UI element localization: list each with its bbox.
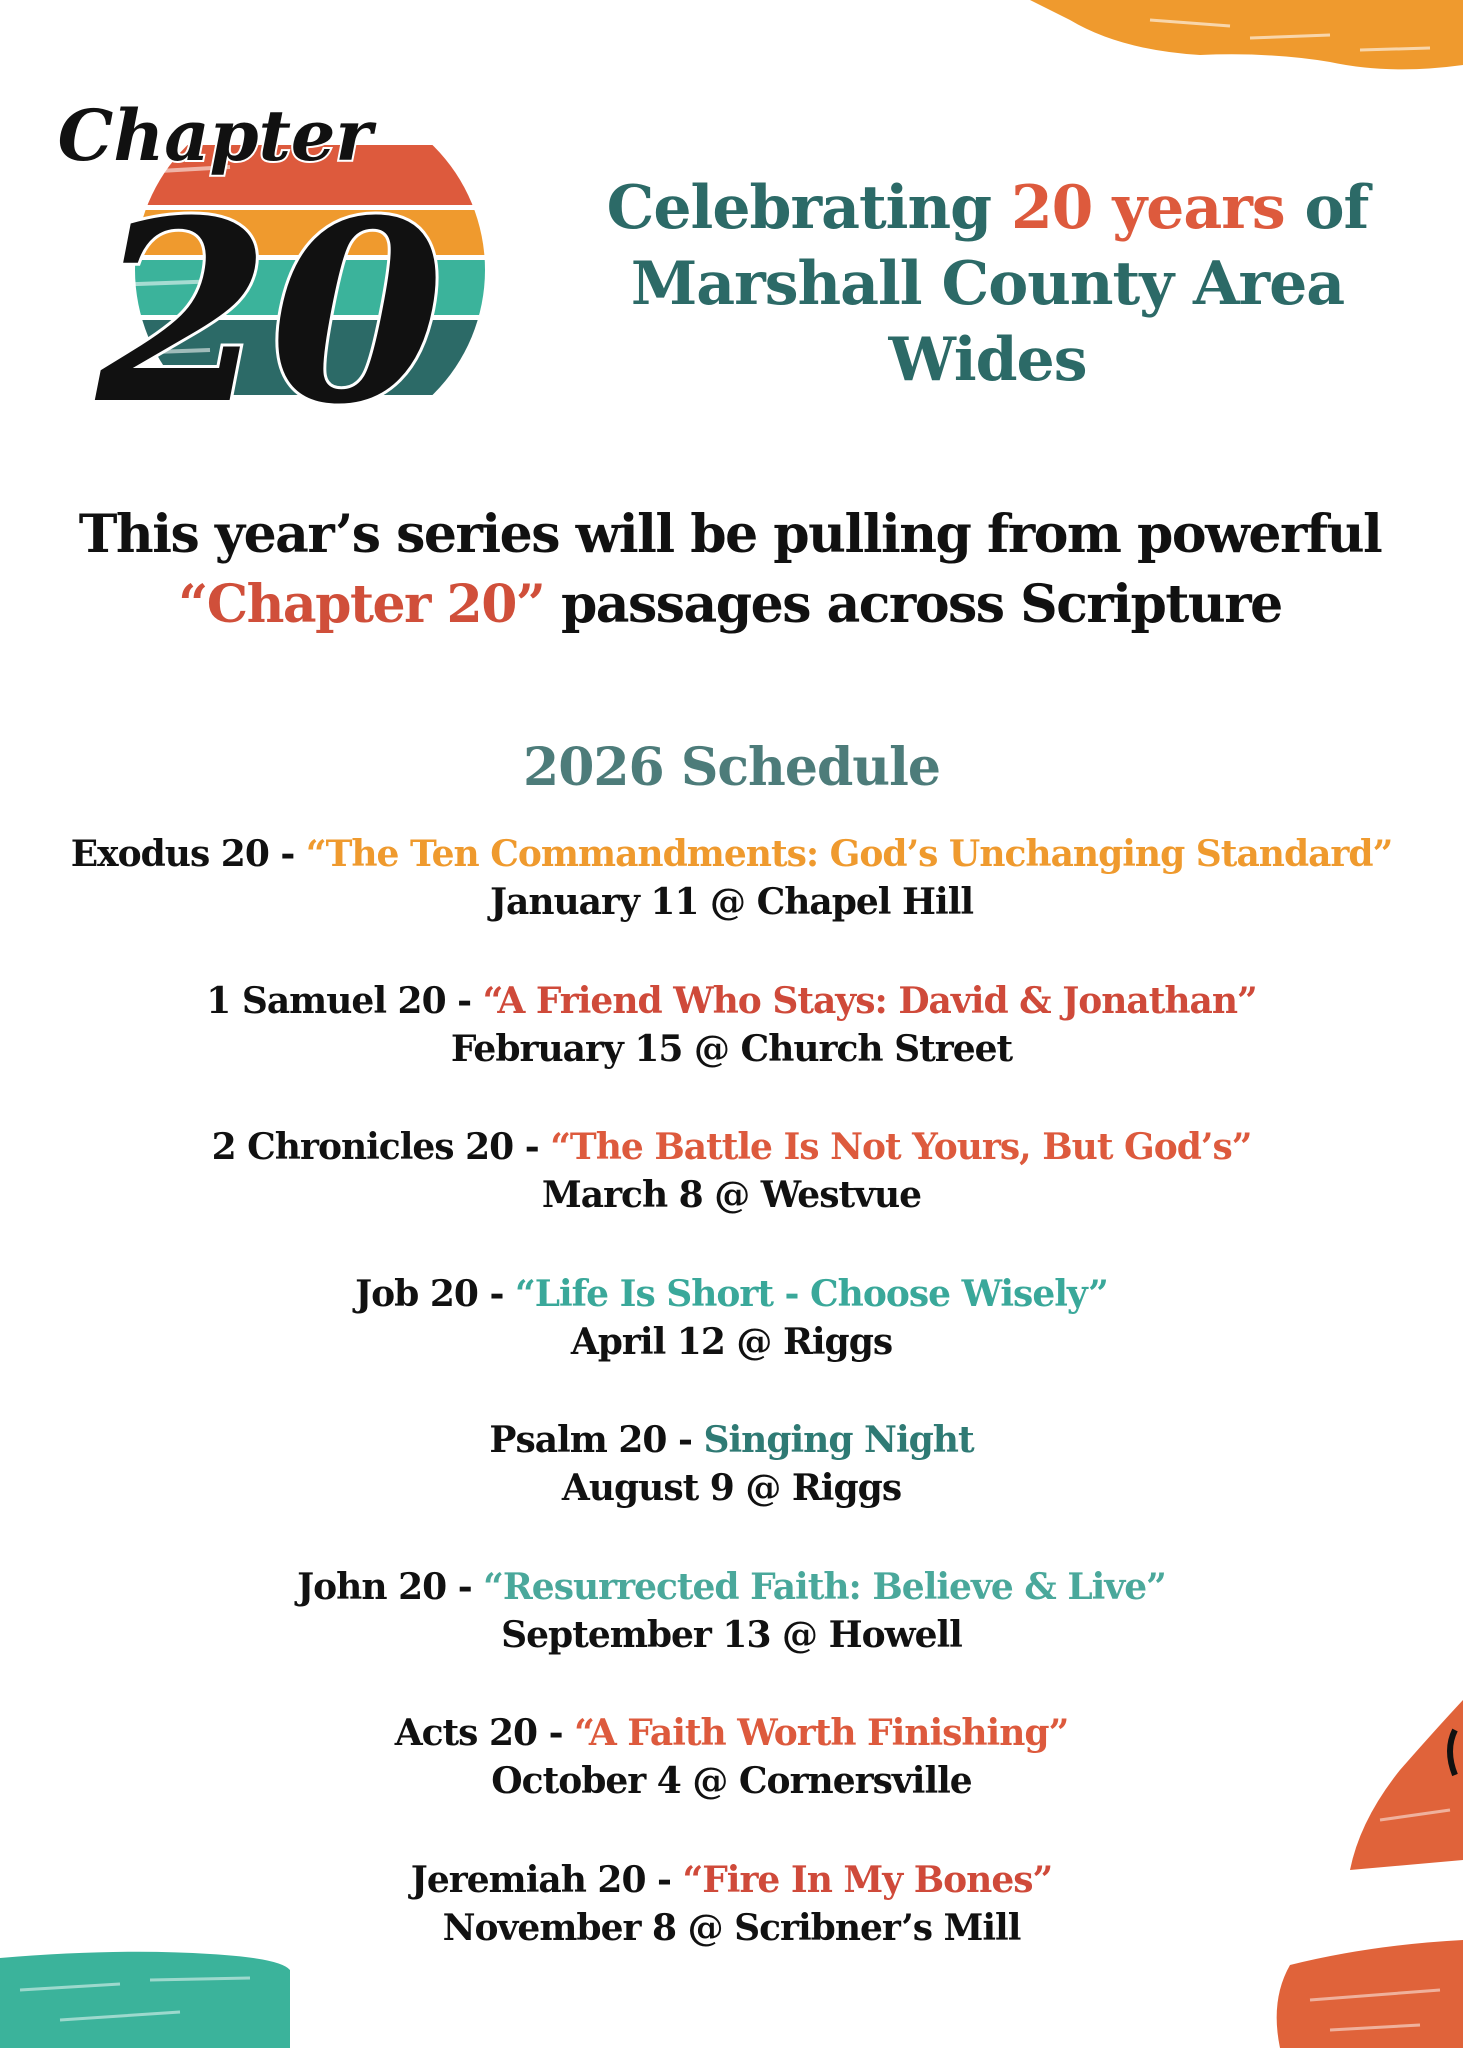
schedule-title: 2026 Schedule — [523, 737, 940, 798]
scripture-reference: Jeremiah 20 - — [410, 1858, 683, 1901]
schedule-item-heading — [40, 977, 1423, 1025]
schedule-item — [40, 1416, 1423, 1563]
schedule-item-heading — [40, 1270, 1423, 1318]
logo-number: 20 — [96, 165, 444, 415]
date-and-location: March 8 @ Westvue — [541, 1174, 922, 1216]
logo-word: Chapter — [57, 94, 373, 177]
lesson-title: “Resurrected Faith: Believe & Live” — [483, 1565, 1166, 1608]
heading-prefix: Celebrating — [606, 173, 1011, 243]
schedule-item — [40, 977, 1423, 1124]
schedule-item — [40, 830, 1423, 977]
schedule-item — [40, 1563, 1423, 1710]
orange-stroke-shape — [1030, 0, 1463, 69]
lesson-title: “The Ten Commandments: God’s Unchanging Standard” — [305, 833, 1393, 875]
series-intro — [60, 500, 1400, 640]
lesson-title: “A Faith Worth Finishing” — [574, 1712, 1069, 1754]
date-and-location: January 11 @ Chapel Hill — [489, 881, 974, 923]
schedule-item-heading — [40, 1123, 1423, 1171]
scripture-reference: Job 20 - — [355, 1272, 515, 1315]
heading-line-2: Marshall County Area Wides — [630, 249, 1345, 395]
date-and-location: October 4 @ Cornersville — [491, 1760, 972, 1802]
schedule-item-heading — [40, 1563, 1423, 1611]
schedule-item — [40, 1709, 1423, 1856]
scripture-reference: Exodus 20 - — [70, 833, 306, 875]
celebration-heading — [535, 170, 1440, 398]
intro-chapter-20-accent: “Chapter 20” — [178, 574, 545, 635]
lesson-title: “Fire In My Bones” — [682, 1858, 1053, 1901]
lesson-title: Singing Night — [703, 1419, 974, 1461]
date-and-location: November 8 @ Scribner’s Mill — [442, 1906, 1021, 1949]
date-and-location: April 12 @ Riggs — [570, 1320, 893, 1363]
scripture-reference: 1 Samuel 20 - — [206, 979, 483, 1022]
scripture-reference: Acts 20 - — [394, 1712, 575, 1754]
top-right-orange-brushstroke — [1030, 0, 1463, 80]
heading-years-accent: 20 years — [1010, 173, 1285, 243]
schedule-item — [40, 1270, 1423, 1417]
intro-line-2 — [60, 570, 1400, 640]
scripture-reference: John 20 - — [297, 1565, 484, 1608]
intro-line-1: This year’s series will be pulling from powerful — [78, 504, 1382, 565]
intro-line-2-rest: passages across Scripture — [544, 574, 1282, 635]
lesson-title: “The Battle Is Not Yours, But God’s” — [550, 1126, 1252, 1168]
schedule-item-heading — [40, 1856, 1423, 1904]
lesson-title: “Life Is Short - Choose Wisely” — [514, 1272, 1108, 1315]
heading-suffix: of — [1284, 173, 1369, 243]
schedule-list — [40, 830, 1423, 2002]
schedule-item-heading — [40, 1416, 1423, 1464]
scripture-reference: Psalm 20 - — [489, 1419, 704, 1461]
scripture-reference: 2 Chronicles 20 - — [211, 1126, 551, 1168]
date-and-location: August 9 @ Riggs — [561, 1467, 902, 1509]
chapter-20-logo — [50, 55, 510, 415]
date-and-location: February 15 @ Church Street — [450, 1027, 1013, 1070]
schedule-item-heading — [40, 1709, 1423, 1757]
lesson-title: “A Friend Who Stays: David & Jonathan” — [482, 979, 1257, 1022]
date-and-location: September 13 @ Howell — [501, 1613, 962, 1656]
schedule-item-heading — [40, 830, 1423, 878]
schedule-item — [40, 1856, 1423, 2003]
heading-line-1 — [535, 170, 1440, 246]
schedule-item — [40, 1123, 1423, 1270]
